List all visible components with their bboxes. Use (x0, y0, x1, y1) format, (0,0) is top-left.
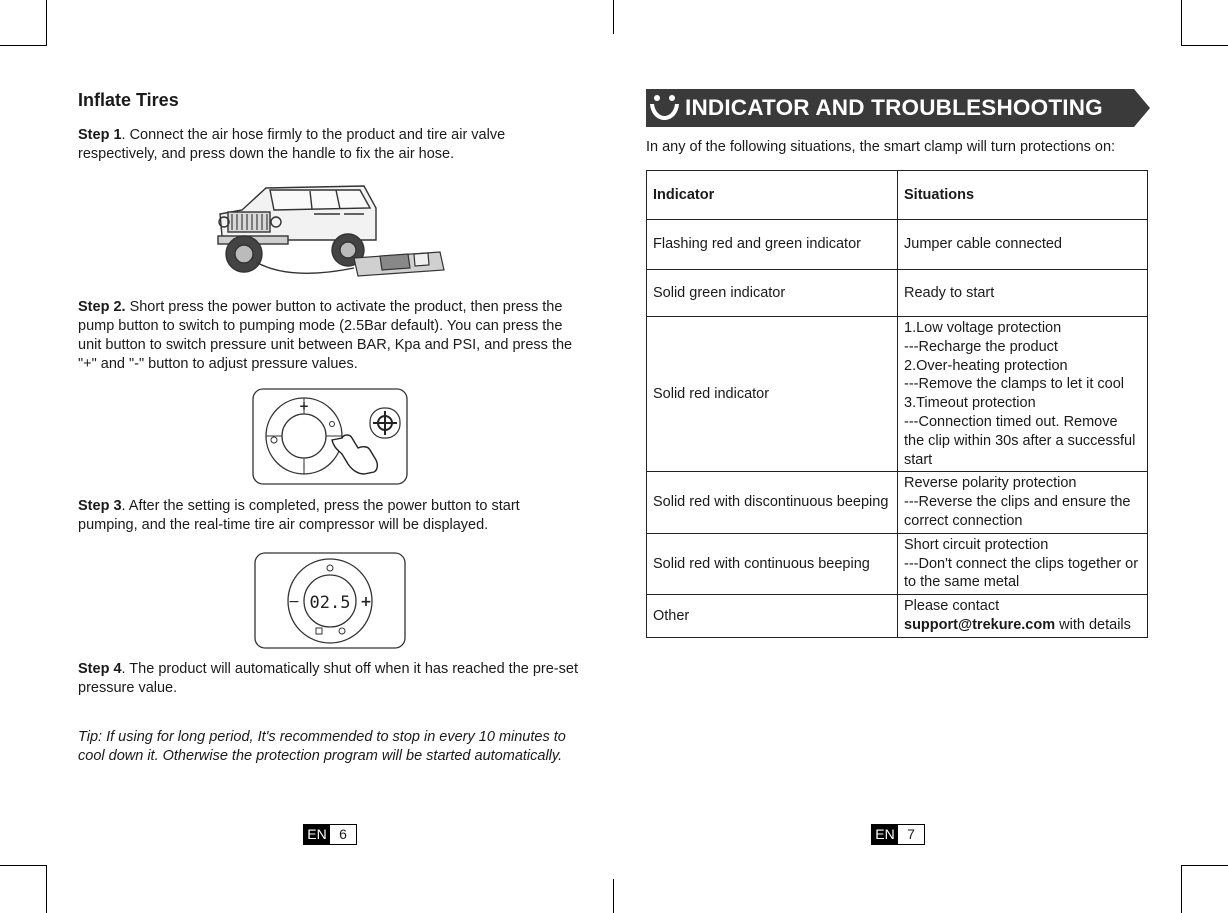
situation-cell (898, 317, 1148, 472)
table-row (647, 533, 1148, 594)
step-text: . Connect the air hose firmly to the product and tire air valve respectively, and press down the handle to fix the air hose. (78, 127, 506, 162)
situation-line: Reverse polarity protection (904, 475, 1077, 492)
indicator-cell: Solid green indicator (647, 270, 898, 317)
indicator-cell: Solid red with continuous beeping (647, 533, 898, 594)
step-text: Short press the power button to activate the product, then press the pump button to switch to pumping mode (2.5Bar default). You can press the unit button to switch pressure unit between BAR, Kpa and PSI, and press the "+" and "-" button to adjust pressure values. (78, 299, 573, 372)
contact-prefix: Please contact (904, 598, 1000, 615)
section-heading: Inflate Tires (78, 90, 179, 110)
table-row (647, 270, 1148, 317)
indicator-cell: Flashing red and green indicator (647, 220, 898, 270)
situation-line: Jumper cable connected (904, 236, 1062, 253)
crop-mark (1181, 865, 1182, 913)
situation-line: ---Don't connect the clips together or to the same metal (904, 555, 1139, 591)
table-row (647, 472, 1148, 533)
situation-cell (898, 472, 1148, 533)
intro-text: In any of the following situations, the smart clamp will turn protections on: (646, 139, 1116, 155)
step-text: . The product will automatically shut off when it has reached the pre-set pressure value. (78, 661, 578, 696)
crop-mark (46, 0, 47, 46)
step-label: Step 3 (78, 498, 122, 514)
support-email: support@trekure.com (904, 616, 1056, 633)
step-label: Step 2. (78, 299, 126, 315)
situation-line: Ready to start (904, 284, 995, 301)
crop-mark (0, 865, 47, 866)
left-page-step4 (78, 660, 583, 698)
indicator-cell: Other (647, 595, 898, 638)
crop-mark (0, 45, 47, 46)
table-header-row (647, 171, 1148, 220)
table-row (647, 595, 1148, 638)
crop-mark (1181, 0, 1182, 46)
header-situations: Situations (898, 171, 1148, 220)
svg-text:−: − (288, 594, 300, 610)
step-label: Step 4 (78, 661, 122, 677)
page-number: 7 (907, 826, 915, 842)
svg-text:+: + (298, 399, 310, 413)
svg-text:I: I (302, 462, 306, 473)
indicator-cell: Solid red with discontinuous beeping (647, 472, 898, 533)
page-number-right (871, 824, 925, 845)
step-4 (78, 660, 583, 698)
left-page (78, 88, 583, 164)
banner-title: INDICATOR AND TROUBLESHOOTING (685, 95, 1103, 120)
situation-line: 3.Timeout protection (904, 395, 1036, 412)
situation-cell (898, 595, 1148, 638)
svg-text:+: + (360, 594, 372, 610)
tip-text: Tip: If using for long period, It's recommended to stop in every 10 minutes to cool down it. Otherwise the protection program will be started automatically. (78, 729, 566, 764)
situation-cell (898, 270, 1148, 317)
step-2 (78, 298, 583, 374)
control-panel-illustration (252, 388, 408, 486)
page-number: 6 (339, 826, 347, 842)
crop-mark (1181, 865, 1228, 866)
contact-suffix: with details (1055, 616, 1131, 633)
situation-line: 1.Low voltage protection (904, 320, 1062, 336)
situation-line: 2.Over-heating protection (904, 357, 1068, 374)
crop-mark (46, 865, 47, 913)
display-readout: 02.5 (309, 593, 351, 613)
troubleshooting-table (646, 170, 1148, 638)
pressure-display-illustration (254, 552, 406, 650)
table-row (647, 220, 1148, 270)
situation-line: ---Remove the clamps to let it cool (904, 376, 1124, 393)
crop-mark (1181, 45, 1228, 46)
step-label: Step 1 (78, 127, 122, 143)
step-3 (78, 497, 583, 535)
page-number-left (303, 824, 357, 845)
header-indicator: Indicator (647, 171, 898, 220)
crop-mark (613, 0, 614, 34)
step-text: . After the setting is completed, press the power button to start pumping, and the real-time tire air compressor will be displayed. (78, 498, 520, 533)
jeep-illustration (214, 178, 448, 286)
table-row (647, 317, 1148, 472)
situation-line: Short circuit protection (904, 536, 1049, 553)
situation-line: ---Recharge the product (904, 338, 1058, 355)
indicator-cell: Solid red indicator (647, 317, 898, 472)
situation-cell (898, 533, 1148, 594)
left-page-step2 (78, 298, 583, 374)
page-lang: EN (304, 825, 330, 844)
step-1 (78, 126, 583, 164)
left-page-tip (78, 728, 583, 766)
situation-line: ---Connection timed out. Remove the clip within 30s after a successful start (904, 413, 1136, 468)
situation-line: ---Reverse the clips and ensure the correct connection (904, 494, 1131, 529)
situation-cell (898, 220, 1148, 270)
page-lang: EN (872, 825, 898, 844)
left-page-step3 (78, 497, 583, 535)
crop-mark (613, 879, 614, 913)
